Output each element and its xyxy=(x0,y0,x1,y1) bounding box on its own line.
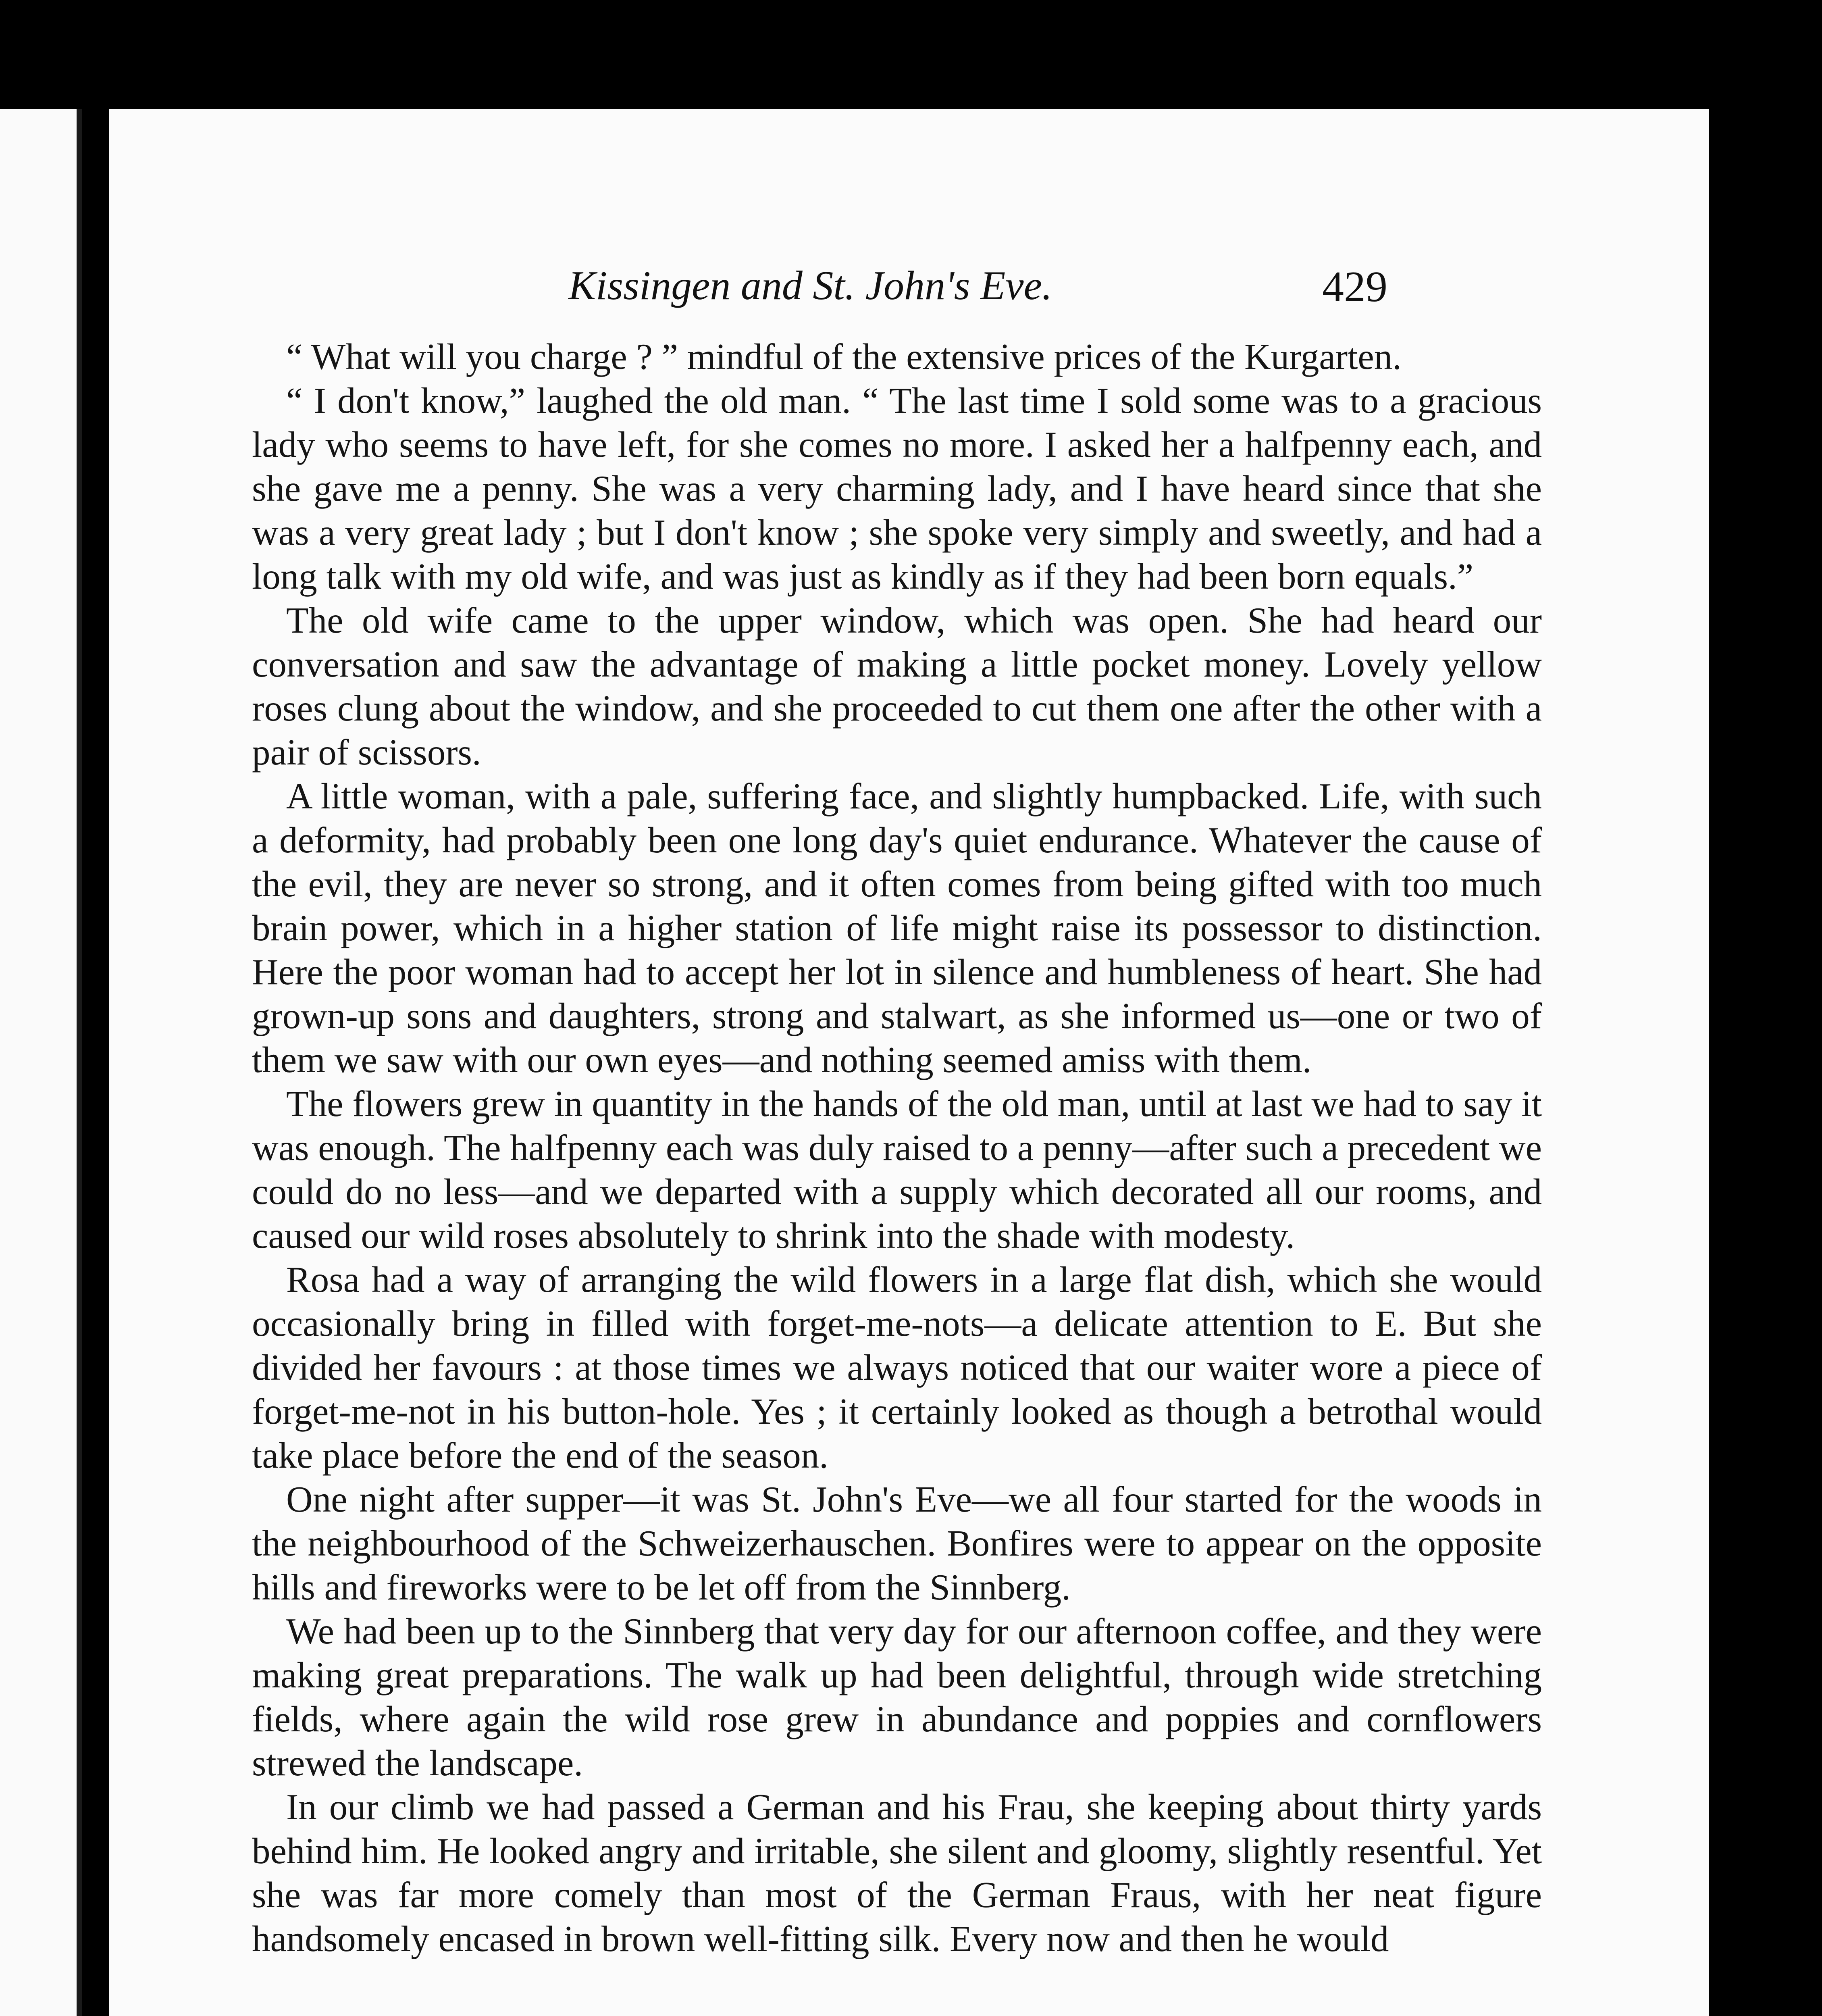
page-number: 429 xyxy=(1322,263,1387,311)
paragraph: “ What will you charge ? ” mindful of the extensive prices of the Kurgarten. xyxy=(286,336,1402,377)
paragraph: “ I don't know,” laughed the old man. “ The last time I sold some was to a gracious lady who seems to have left, for she comes no more. I asked her a halfpenny each, and she gave me a penny. She was a very charming lady, and I have heard since that she was a very great lady ; but I don't know ; she spoke very simply and sweetly, and had a long talk with my old wife, and was just as kindly as if they had been born equals.” xyxy=(252,380,1542,597)
facing-page-edge xyxy=(0,109,82,2016)
paragraph: Rosa had a way of arranging the wild flowers in a large flat dish, which she would occasionally bring in filled with forget-me-nots—a delicate attention to E. But she divided her favours : at those times we always noticed that our waiter wore a piece of forget-me-not in his button-hole. Yes ; it certainly looked as though a betrothal would take place before the end of the season. xyxy=(252,1259,1542,1476)
paragraph: The flowers grew in quantity in the hands of the old man, until at last we had to say it was enough. The halfpenny each was duly raised to a penny—after such a precedent we could do no less—and we departed with a supply which decorated all our rooms, and caused our wild roses absolutely to shrink into the shade with modesty. xyxy=(252,1083,1542,1256)
paragraph: The old wife came to the upper window, which was open. She had heard our conversation and saw the advantage of making a little pocket money. Lovely yellow roses clung about the window, and she proceeded to cut them one after the other with a pair of scissors. xyxy=(252,600,1542,773)
body-text xyxy=(252,335,1542,1961)
paragraph: A little woman, with a pale, suffering face, and slightly humpbacked. Life, with such a deformity, had probably been one long day's quiet endurance. Whatever the cause of the evil, they are never so strong, and it often comes from being gifted with too much brain power, which in a higher station of life might raise its possessor to distinction. Here the poor woman had to accept her lot in silence and humbleness of heart. She had grown-up sons and daughters, strong and stalwart, as she informed us—one or two of them we saw with our own eyes—and nothing seemed amiss with them. xyxy=(252,776,1542,1080)
book-page xyxy=(109,109,1709,2016)
paragraph: One night after supper—it was St. John's Eve—we all four started for the woods in the neighbourhood of the Schweizerhauschen. Bonfires were to appear on the opposite hills and fireworks were to be let off from the Sinnberg. xyxy=(252,1479,1542,1608)
paragraph: In our climb we had passed a German and his Frau, she keeping about thirty yards behind him. He looked angry and irritable, she silent and gloomy, slightly resentful. Yet she was far more comely than most of the German Fraus, with her neat figure handsomely encased in brown well-fitting silk. Every now and then he would xyxy=(252,1787,1542,1959)
paragraph: We had been up to the Sinnberg that very day for our afternoon coffee, and they were making great preparations. The walk up had been delightful, through wide stretching fields, where again the wild rose grew in abundance and poppies and cornflowers strewed the landscape. xyxy=(252,1611,1542,1783)
running-title: Kissingen and St. John's Eve. xyxy=(568,263,1052,308)
running-head xyxy=(109,262,1709,323)
